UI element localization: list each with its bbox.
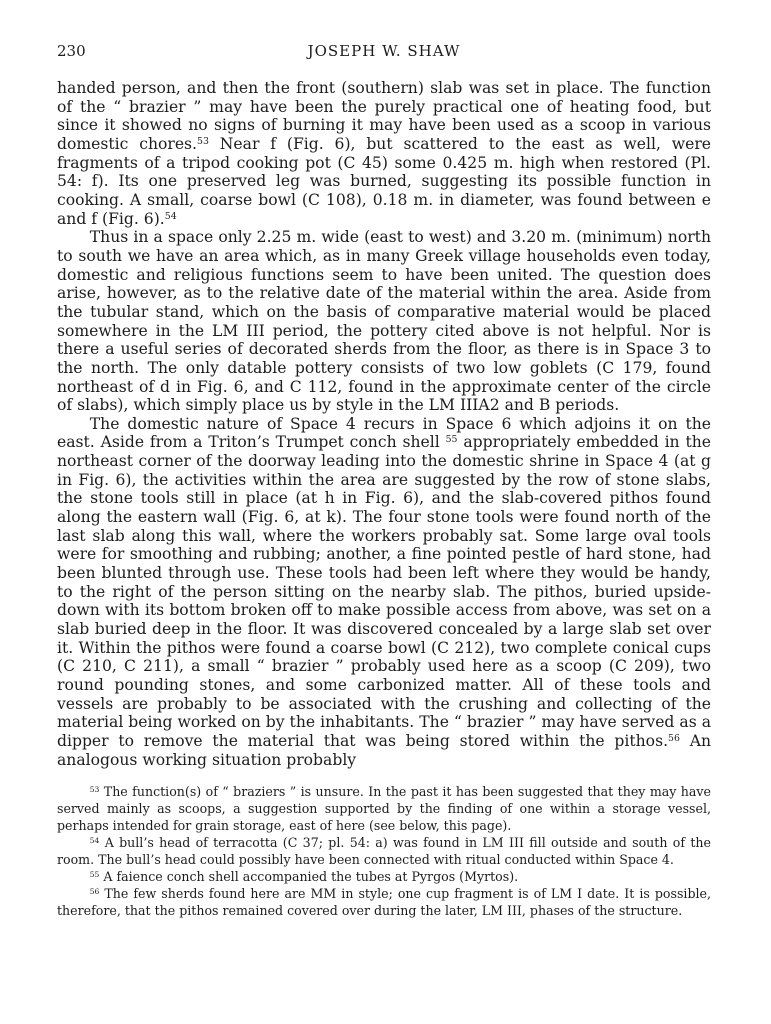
footnote [57, 783, 711, 834]
footnote-number: 56 [89, 887, 100, 897]
footnote-number: 53 [89, 785, 100, 795]
footnote-ref: 55 [445, 434, 458, 446]
footnote [57, 885, 711, 919]
page-number: 230 [57, 42, 86, 60]
running-head [57, 40, 711, 62]
paragraph [57, 79, 711, 228]
footnote-text: The few sherds found here are MM in style; one cup fragment is of LM I date. It is possible, therefore, that the pithos remained covered over during the later, LM III, phases of the structure. [57, 886, 711, 919]
footnote-text: A bull’s head of terracotta (C 37; pl. 54: a) was found in LM III fill outside and south of the room. The bull’s head could possibly have been connected with ritual conducted within Space 4. [57, 835, 711, 868]
footnote-ref: 54 [164, 210, 177, 222]
footnote-ref: 56 [668, 732, 680, 744]
text-run: Near f (Fig. 6), but scattered to the east as well, were fragments of a tripod cooking pot (C 45) some 0.425 m. high when restored (Pl. 54: f). Its one preserved leg was burned, suggesting its possible function in cooking. A small, coarse bowl (C 108), 0.18 m. in diameter, was found between e and f (Fig. 6). [57, 134, 711, 228]
paragraph [57, 415, 711, 769]
text-run: handed person, and then the front (southern) slab was set in place. The function of the “ brazier ” may have been the purely practical one of heating food, but since it showed no signs of burning it may have been used as a scoop in various domestic chores. [57, 79, 711, 153]
footnote-text: The function(s) of “ braziers ” is unsure. In the past it has been suggested that they may have served mainly as scoops, a suggestion supported by the finding of one within a storage vessel, perhaps intended for grain storage, east of here (see below, this page). [57, 784, 711, 834]
text-run: The domestic nature of Space 4 recurs in Space 6 which adjoins it on the east. Aside from a Triton’s Trumpet conch shell [57, 414, 711, 452]
text-run: Thus in a space only 2.25 m. wide (east to west) and 3.20 m. (minimum) north to south we have an area which, as in many Greek village households even today, domestic and religious functions seem to have been united. The question does arise, however, as to the relative date of the material within the area. Aside from the tubular stand, which on the basis of comparative material would be placed somewhere in the LM III period, the pottery cited above is not helpful. Nor is there a useful series of decorated sherds from the floor, as there is in Space 3 to the north. The only datable pottery consists of two low goblets (C 179, found northeast of d in Fig. 6, and C 112, found in the approximate center of the circle of slabs), which simply place us by style in the LM IIIA2 and B periods. [57, 228, 711, 415]
footnotes [57, 783, 711, 919]
text-run: An analogous working situation probably [57, 731, 711, 769]
footnote-ref: 53 [197, 135, 209, 147]
footnote [57, 868, 711, 885]
body-text [57, 79, 711, 769]
footnote [57, 834, 711, 868]
running-title: JOSEPH W. SHAW [307, 42, 461, 60]
text-run: appropriately embedded in the northeast corner of the doorway leading into the domestic shrine in Space 4 (at g in Fig. 6), the activities within the area are suggested by the row of stone slabs, the stone tools still in place (at h in Fig. 6), and the slab-covered pithos found along the eastern wall (Fig. 6, at k). The four stone tools were found north of the last slab along this wall, where the workers probably sat. Some large oval tools were for smoothing and rubbing; another, a fine pointed pestle of hard stone, had been blunted through use. These tools had been left where they would be handy, to the right of the person sitting on the nearby slab. The pithos, buried upside-down with its bottom broken off to make possible access from above, was set on a slab buried deep in the floor. It was discovered concealed by a large slab set over it. Within the pithos were found a coarse bowl (C 212), two complete conical cups (C 210, C 211), a small “ brazier ” probably used here as a scoop (C 209), two round pounding stones, and some carbonized matter. All of these tools and vessels are probably to be associated with the crushing and collecting of the material being worked on by the inhabitants. The “ brazier ” may have served as a dipper to remove the material that was being stored within the pithos. [57, 433, 711, 750]
footnote-number: 54 [89, 836, 100, 846]
page [57, 40, 711, 919]
footnote-number: 55 [89, 870, 100, 880]
footnote-text: A faience conch shell accompanied the tubes at Pyrgos (Myrtos). [103, 869, 519, 885]
paragraph [57, 228, 711, 415]
